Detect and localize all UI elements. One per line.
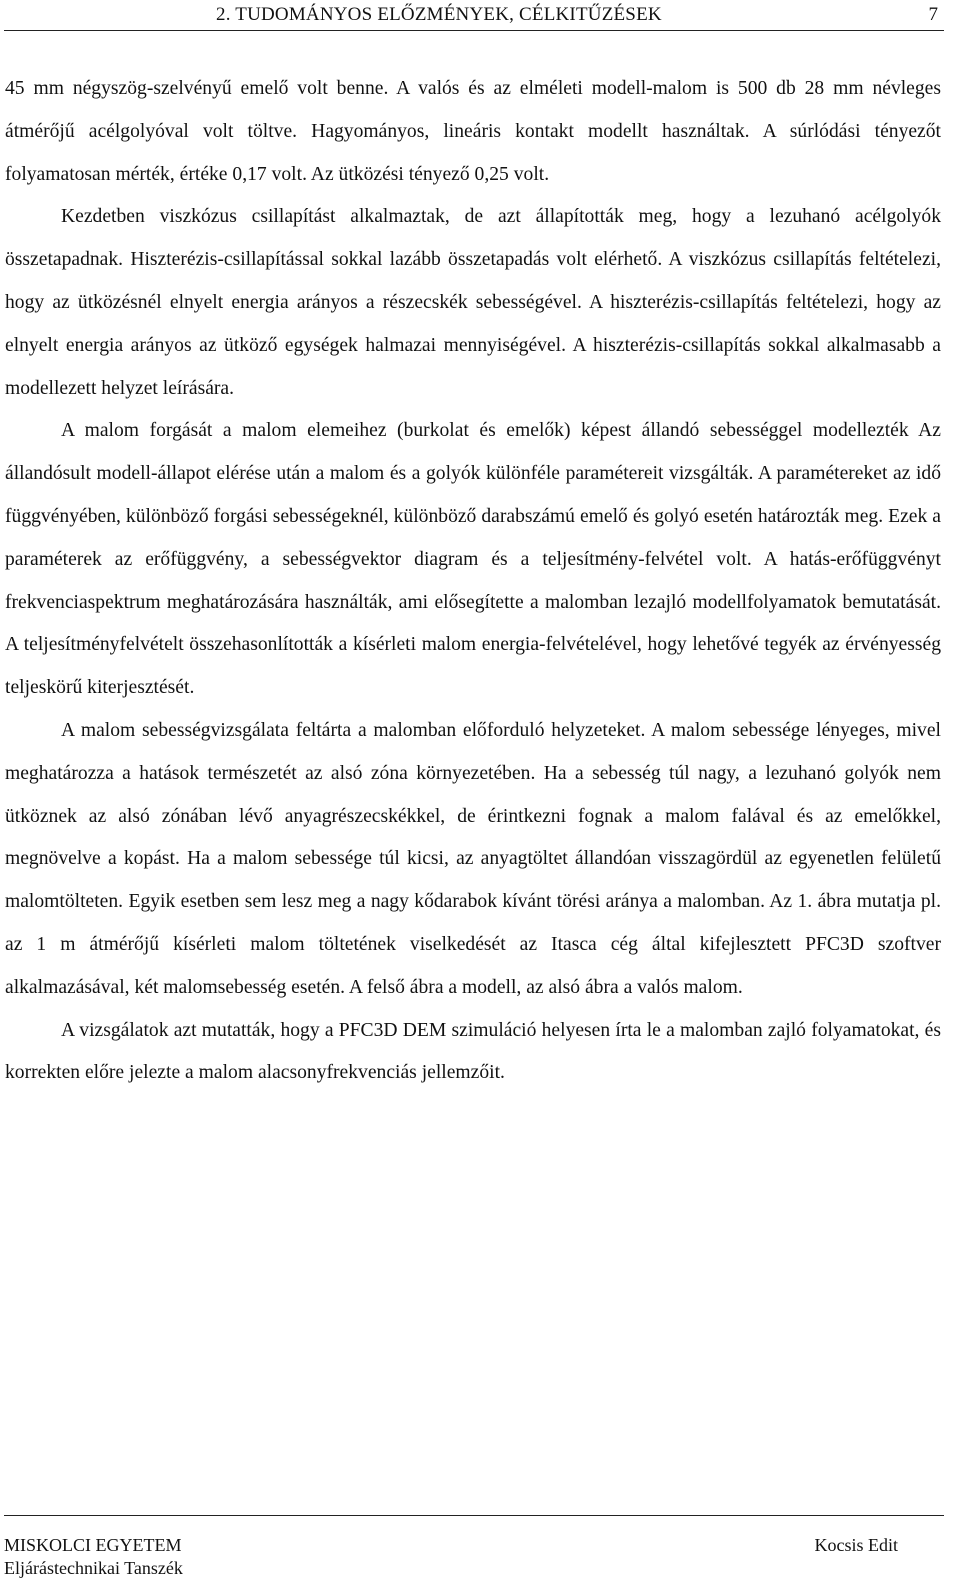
paragraph-5: A vizsgálatok azt mutatták, hogy a PFC3D DEM szimuláció helyesen írta le a malomban zajló folyamatokat, és korrekten előre jelezte a malom alacsonyfrekvenciás jellemzőit. [5,1019,941,1084]
paragraph-3: A malom forgását a malom elemeihez (burkolat és emelők) képest állandó sebességgel modellezték Az állandósult modell-állapot elérése után a malom és a golyók különféle paramétereit vizsgálták. A paramétereket az idő függvényében, különböző forgási sebességeknél, különböző darabszámú emelő és golyó esetén határozták meg. Ezek a paraméterek az erőfüggvény, a sebességvektor diagram és a teljesítmény-felvétel volt. A hatás-erőfüggvényt frekvenciaspektrum meghatározására használták, ami elősegítette a malomban lezajló modellfolyamatok bemutatását. A teljesítményfelvételt összehasonlították a kísérleti malom energia-felvételével, hogy lehetővé tegyék az érvényesség teljeskörű kiterjesztését. [5,420,941,699]
footer-author: Kocsis Edit [814,1535,898,1555]
paragraph-2: Kezdetben viszkózus csillapítást alkalmaztak, de azt állapították meg, hogy a lezuhanó acélgolyók összetapadnak. Hiszterézis-csillapítással sokkal lazább összetapadás volt elérhető. A viszkózus csillapítás feltételezi, hogy az ütközésnél elnyelt energia arányos a részecskék sebességével. A hiszterézis-csillapítás feltételezi, hogy az elnyelt energia arányos az ütköző egységek halmazai mennyiségével. A hiszterézis-csillapítás sokkal alkalmasabb a modellezett helyzet leírására. [5,206,941,399]
footer-institution: MISKOLCI EGYETEM [4,1535,182,1555]
page-number: 7 [928,4,938,25]
page-header [4,0,944,31]
body-text [5,68,941,1095]
chapter-title: 2. TUDOMÁNYOS ELŐZMÉNYEK, CÉLKITŰZÉSEK [216,4,662,25]
page-footer [4,1515,944,1594]
paragraph-1: 45 mm négyszög-szelvényű emelő volt benne. A valós és az elméleti modell-malom is 500 db 28 mm névleges átmérőjű acélgolyóval volt töltve. Hagyományos, lineáris kontakt modellt használtak. A súrlódási tényezőt folyamatosan mérték, értéke 0,17 volt. Az ütközési tényező 0,25 volt. [5,78,941,185]
footer-institution-block [4,1534,183,1580]
footer-department: Eljárástechnikai Tanszék [4,1558,183,1578]
paragraph-4: A malom sebességvizsgálata feltárta a malomban előforduló helyzeteket. A malom sebessége lényeges, mivel meghatározza a hatások természetét az alsó zóna környezetében. Ha a sebesség túl nagy, a lezuhanó golyók nem ütköznek az alsó zónában lévő anyagrészecskékkel, de érintkezni fognak a malom falával és az emelőkkel, megnövelve a kopást. Ha a malom sebessége túl kicsi, az anyagtöltet állandóan visszagördül az egyenetlen felületű malomtölteten. Egyik esetben sem lesz meg a nagy kődarabok kívánt törési aránya a malomban. Az 1. ábra mutatja pl. az 1 m átmérőjű kísérleti malom töltetének viselkedését az Itasca cég által kifejlesztett PFC3D szoftver alkalmazásával, két malomsebesség esetén. A felső ábra a modell, az alsó ábra a valós malom. [5,719,941,998]
